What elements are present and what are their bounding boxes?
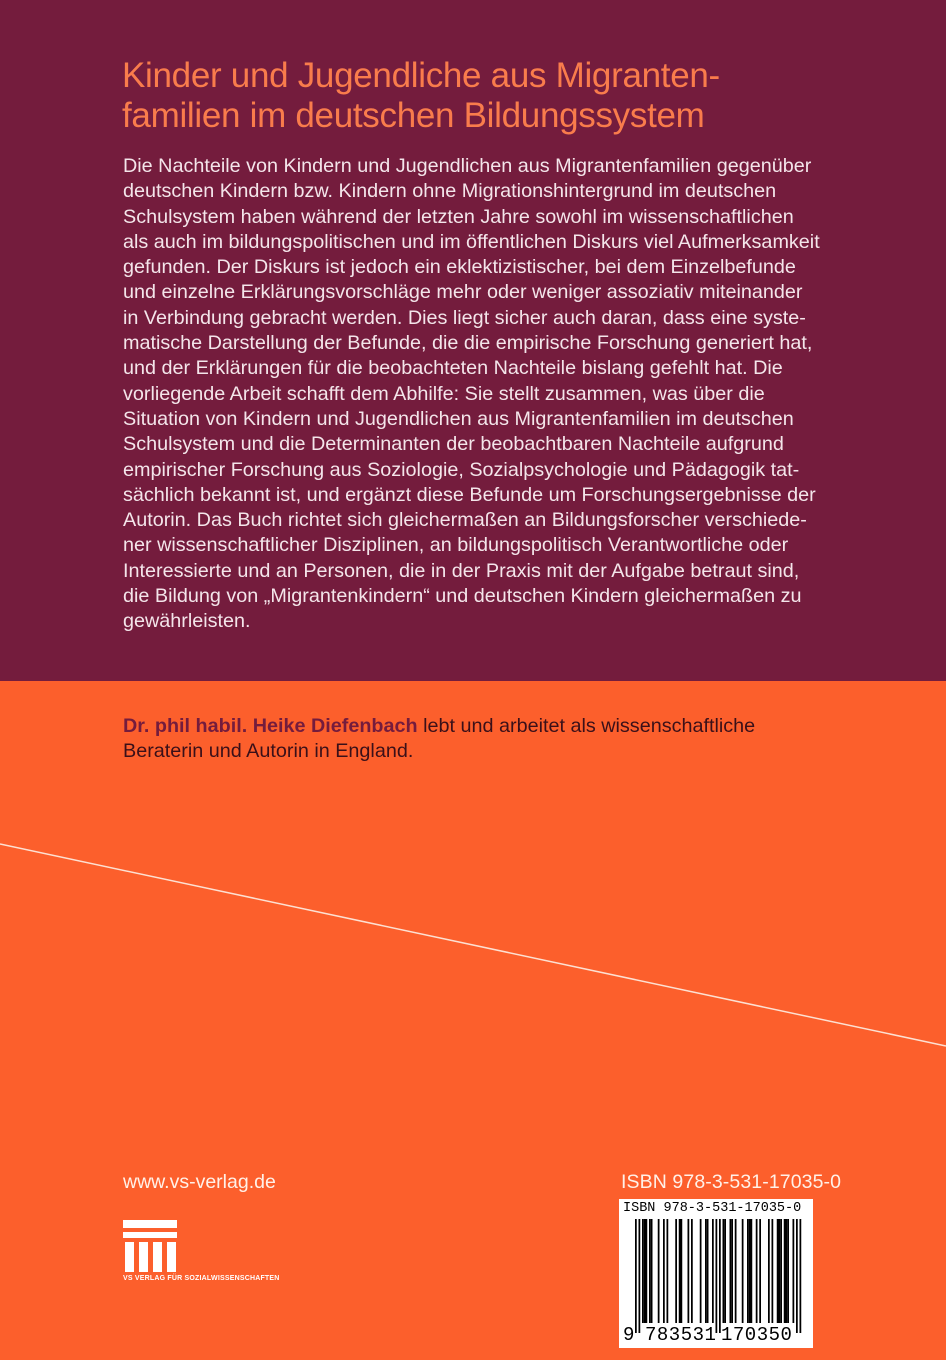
barcode-bar	[705, 1219, 707, 1323]
blurb-line: sächlich bekannt ist, und ergänzt diese Befunde um Forschungsergebnisse der	[123, 483, 816, 506]
barcode-bar	[800, 1219, 802, 1333]
barcode-bar	[784, 1219, 786, 1323]
barcode-bar	[700, 1219, 702, 1323]
barcode-bar	[772, 1219, 774, 1323]
barcode-bar	[642, 1219, 644, 1323]
barcode-bar	[667, 1219, 669, 1323]
blurb-text	[123, 154, 833, 635]
bio-text: lebt und arbeitet als wissenschaftliche	[417, 715, 756, 737]
publisher-logo-text: VS VERLAG FÜR SOZIALWISSENSCHAFTEN	[123, 1275, 280, 1282]
barcode-bar	[651, 1219, 653, 1323]
author-bio	[123, 714, 823, 764]
book-title	[122, 56, 822, 136]
barcode-bar	[768, 1219, 770, 1323]
barcode-bar	[780, 1219, 782, 1323]
barcode-bar	[644, 1219, 646, 1323]
barcode-bar	[639, 1219, 641, 1333]
blurb-line: gefunden. Der Diskurs ist jedoch ein eklektizistischer, bei dem Einzelbefunde	[123, 256, 796, 279]
barcode-bar	[649, 1219, 651, 1323]
barcode-bar	[759, 1219, 761, 1323]
barcode-digits-left: 783531	[645, 1324, 717, 1346]
blurb-line: gewährleisten.	[123, 610, 251, 633]
barcode-bar	[707, 1219, 709, 1323]
barcode-bar	[777, 1219, 779, 1323]
barcode-bar	[747, 1219, 749, 1323]
barcode-bar	[742, 1219, 744, 1323]
diagonal-line	[0, 838, 946, 1050]
barcode-digits-right: 170350	[721, 1324, 793, 1346]
blurb-line: und einzelne Erklärungsvorschläge mehr oder weniger assoziativ miteinander	[123, 281, 803, 304]
barcode-bar	[675, 1219, 677, 1323]
barcode-bar	[751, 1219, 753, 1323]
blurb-line: ner wissenschaftlicher Disziplinen, an bildungspolitisch Verantwortliche oder	[123, 534, 789, 557]
blurb-line: und der Erklärungen für die beobachteten Nachteile bislang gefehlt hat. Die	[123, 357, 783, 380]
barcode-bar	[779, 1219, 781, 1323]
barcode-bar	[679, 1219, 681, 1323]
title-line: Kinder und Jugendliche aus Migranten-	[122, 56, 720, 95]
barcode-bar	[716, 1219, 718, 1333]
barcode-bar	[793, 1219, 795, 1323]
title-line: familien im deutschen Bildungssystem	[122, 96, 705, 135]
barcode-bar	[719, 1219, 721, 1333]
barcode-bar	[749, 1219, 751, 1323]
blurb-line: die Bildung von „Migrantenkindern“ und deutschen Kindern gleichermaßen zu	[123, 585, 802, 608]
barcode-bar	[681, 1219, 683, 1323]
barcode-bar	[735, 1219, 737, 1323]
barcode-bar	[724, 1219, 726, 1323]
barcode-bar	[731, 1219, 733, 1323]
blurb-line: Schulsystem haben während der letzten Jahre sowohl im wissenschaftlichen	[123, 205, 794, 228]
blurb-line: vorliegende Arbeit schafft dem Abhilfe: Sie stellt zusammen, was über die	[123, 382, 765, 405]
bio-text: Beraterin und Autorin in England.	[123, 740, 414, 762]
barcode-bar	[635, 1219, 637, 1333]
blurb-line: in Verbindung gebracht werden. Dies liegt sicher auch daran, dass eine syste-	[123, 306, 806, 329]
barcode-bar	[688, 1219, 690, 1323]
barcode-digit-first: 9	[623, 1324, 635, 1346]
blurb-line: Schulsystem und die Determinanten der beobachtbaren Nachteile aufgrund	[123, 433, 784, 456]
barcode-isbn-text: ISBN 978-3-531-17035-0	[623, 1201, 802, 1216]
barcode-bar	[730, 1219, 732, 1323]
blurb-line: matische Darstellung der Befunde, die die empirische Forschung generiert hat,	[123, 332, 813, 355]
vs-verlag-logo-icon	[123, 1220, 177, 1272]
barcode-bar	[691, 1219, 693, 1323]
barcode-bar	[712, 1219, 714, 1323]
barcode-bar	[723, 1219, 725, 1323]
publisher-url[interactable]: www.vs-verlag.de	[123, 1171, 276, 1193]
blurb-line: empirischer Forschung aus Soziologie, Sozialpsychologie und Pädagogik tat-	[123, 458, 800, 481]
barcode-bar	[658, 1219, 660, 1323]
isbn-label: ISBN 978-3-531-17035-0	[621, 1171, 842, 1193]
barcode-bar	[786, 1219, 788, 1323]
blurb-line: Autorin. Das Buch richtet sich gleichermaßen an Bildungsforscher verschiede-	[123, 509, 807, 532]
barcode-bar	[756, 1219, 758, 1323]
diagonal-stroke	[0, 844, 946, 1046]
blurb-line: Interessierte und an Personen, die in der Praxis mit der Aufgabe betraut sind,	[123, 559, 800, 582]
barcode-bar	[663, 1219, 665, 1323]
barcode	[619, 1199, 813, 1348]
blurb-line: als auch im bildungspolitischen und im öffentlichen Diskurs viel Aufmerksamkeit	[123, 230, 820, 253]
author-name: Dr. phil habil. Heike Diefenbach	[123, 715, 418, 737]
barcode-bar	[646, 1219, 648, 1323]
blurb-line: Die Nachteile von Kindern und Jugendlichen aus Migrantenfamilien gegenüber	[123, 155, 812, 177]
blurb-line: deutschen Kindern bzw. Kindern ohne Migrationshintergrund im deutschen	[123, 180, 777, 203]
barcode-bar	[787, 1219, 789, 1323]
barcode-bar	[796, 1219, 798, 1333]
blurb-line: Situation von Kindern und Jugendlichen aus Migrantenfamilien im deutschen	[123, 407, 794, 430]
